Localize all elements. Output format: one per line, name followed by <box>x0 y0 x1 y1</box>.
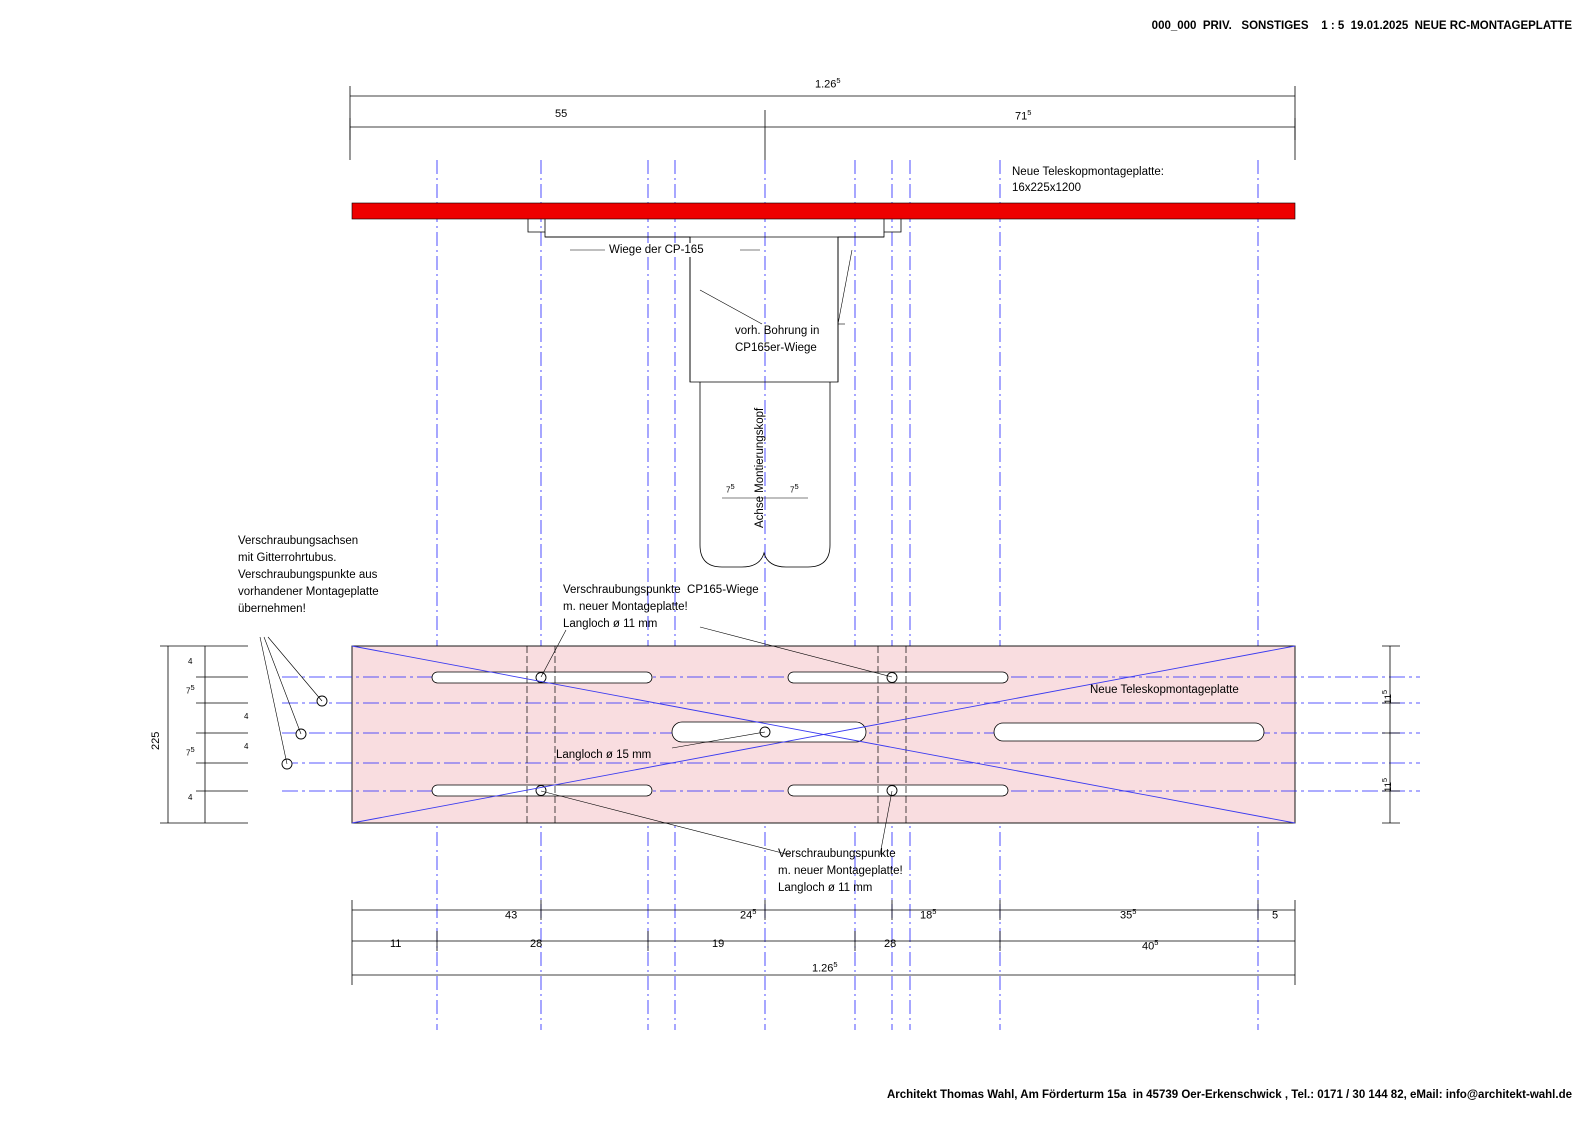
bohrung-label-line2: CP165er-Wiege <box>735 342 817 354</box>
drawing-footer-credits: Architekt Thomas Wahl, Am Förderturm 15a in 45739 Oer-Erkenschwick , Tel.: 0171 / 30 144 82, eMail: info@architekt-wahl.de <box>886 1089 1572 1101</box>
bottom-dim2-2: 28 <box>530 938 543 950</box>
bottom-overall-dim-text: 1.26$^5$ <box>812 960 838 975</box>
top-view-leaders <box>570 250 852 324</box>
bottom-dim1-3: $18^5$ <box>920 907 937 922</box>
cp165-cradle-outline <box>528 219 901 382</box>
plan-right-dim-1: $11^5$ <box>1380 689 1395 704</box>
bottom-dim1-4: $35^5$ <box>1120 907 1137 922</box>
note-cp165-line3: Langloch ø 11 mm <box>563 618 658 630</box>
bottom-dim2-4: 28 <box>884 938 897 950</box>
note-bottom-line2: m. neuer Montageplatte! <box>778 865 903 877</box>
top-right-dimension-text: $71^5$ <box>1015 108 1032 123</box>
bottom-dim2-1: 11 <box>390 938 402 950</box>
top-split-dimension <box>350 110 1295 160</box>
plan-left-dim-4: 75 <box>186 745 195 758</box>
bohrung-label-line1: vorh. Bohrung in <box>735 325 820 337</box>
drawing-header-title: 000_000 PRIV. SONSTIGES 1 : 5 19.01.2025 NEUE RC-MONTAGEPLATTE <box>1151 20 1572 32</box>
plan-left-dim-1: 4 <box>188 657 193 666</box>
plan-plate-label: Neue Teleskopmontageplatte <box>1090 684 1239 696</box>
top-overall-dimension-text: 1.26$^5$ <box>815 76 841 91</box>
bottom-dim1-2: $24^5$ <box>740 907 757 922</box>
new-telescope-plate-red <box>352 203 1295 219</box>
wiege-label: Wiege der CP-165 <box>609 244 704 256</box>
bottom-dim2-5: $40^5$ <box>1142 938 1159 953</box>
top-overall-dimension <box>350 86 1295 140</box>
note-cp165-line1: Verschraubungspunkte CP165-Wiege <box>563 584 759 596</box>
note-verschraubungsachsen-3: Verschraubungspunkte aus <box>238 569 378 581</box>
head-dim-left: 75 <box>726 482 735 495</box>
note-verschraubungsachsen-4: vorhandener Montageplatte <box>238 586 379 598</box>
note-bottom-line3: Langloch ø 11 mm <box>778 882 873 894</box>
plan-left-dim-5: 4 <box>244 742 249 751</box>
plate-note-top: Neue Teleskopmontageplatte: <box>1012 166 1164 178</box>
top-centerlines <box>437 160 1258 1030</box>
note-verschraubungsachsen-2: mit Gitterrohrtubus. <box>238 552 337 564</box>
note-verschraubungsachsen-5: übernehmen! <box>238 603 306 615</box>
head-dim-right: 75 <box>790 482 799 495</box>
plan-left-total-dim: 225 <box>150 731 162 750</box>
note-cp165-line2: m. neuer Montageplatte! <box>563 601 688 613</box>
plan-left-dim-2: 75 <box>186 683 195 696</box>
plan-right-dim-2: $11^5$ <box>1380 777 1395 792</box>
note-langloch-15: Langloch ø 15 mm <box>556 749 652 761</box>
plan-left-dim-3: 4 <box>244 712 249 721</box>
top-left-dimension-text: 55 <box>555 108 568 120</box>
note-verschraubungsachsen: Verschraubungsachsen <box>238 535 359 547</box>
plan-left-dim-6: 4 <box>188 793 193 802</box>
bottom-dim1-1: 43 <box>505 909 518 922</box>
plan-left-dimensions <box>160 646 248 823</box>
bottom-dim1-5: 5 <box>1272 909 1279 922</box>
note-bottom-line1: Verschraubungspunkte <box>778 848 896 860</box>
plate-note-top-size: 16x225x1200 <box>1012 182 1082 194</box>
axis-mounting-head-label: Achse Montierungskopf <box>754 407 766 528</box>
bottom-dim2-3: 19 <box>712 938 725 950</box>
